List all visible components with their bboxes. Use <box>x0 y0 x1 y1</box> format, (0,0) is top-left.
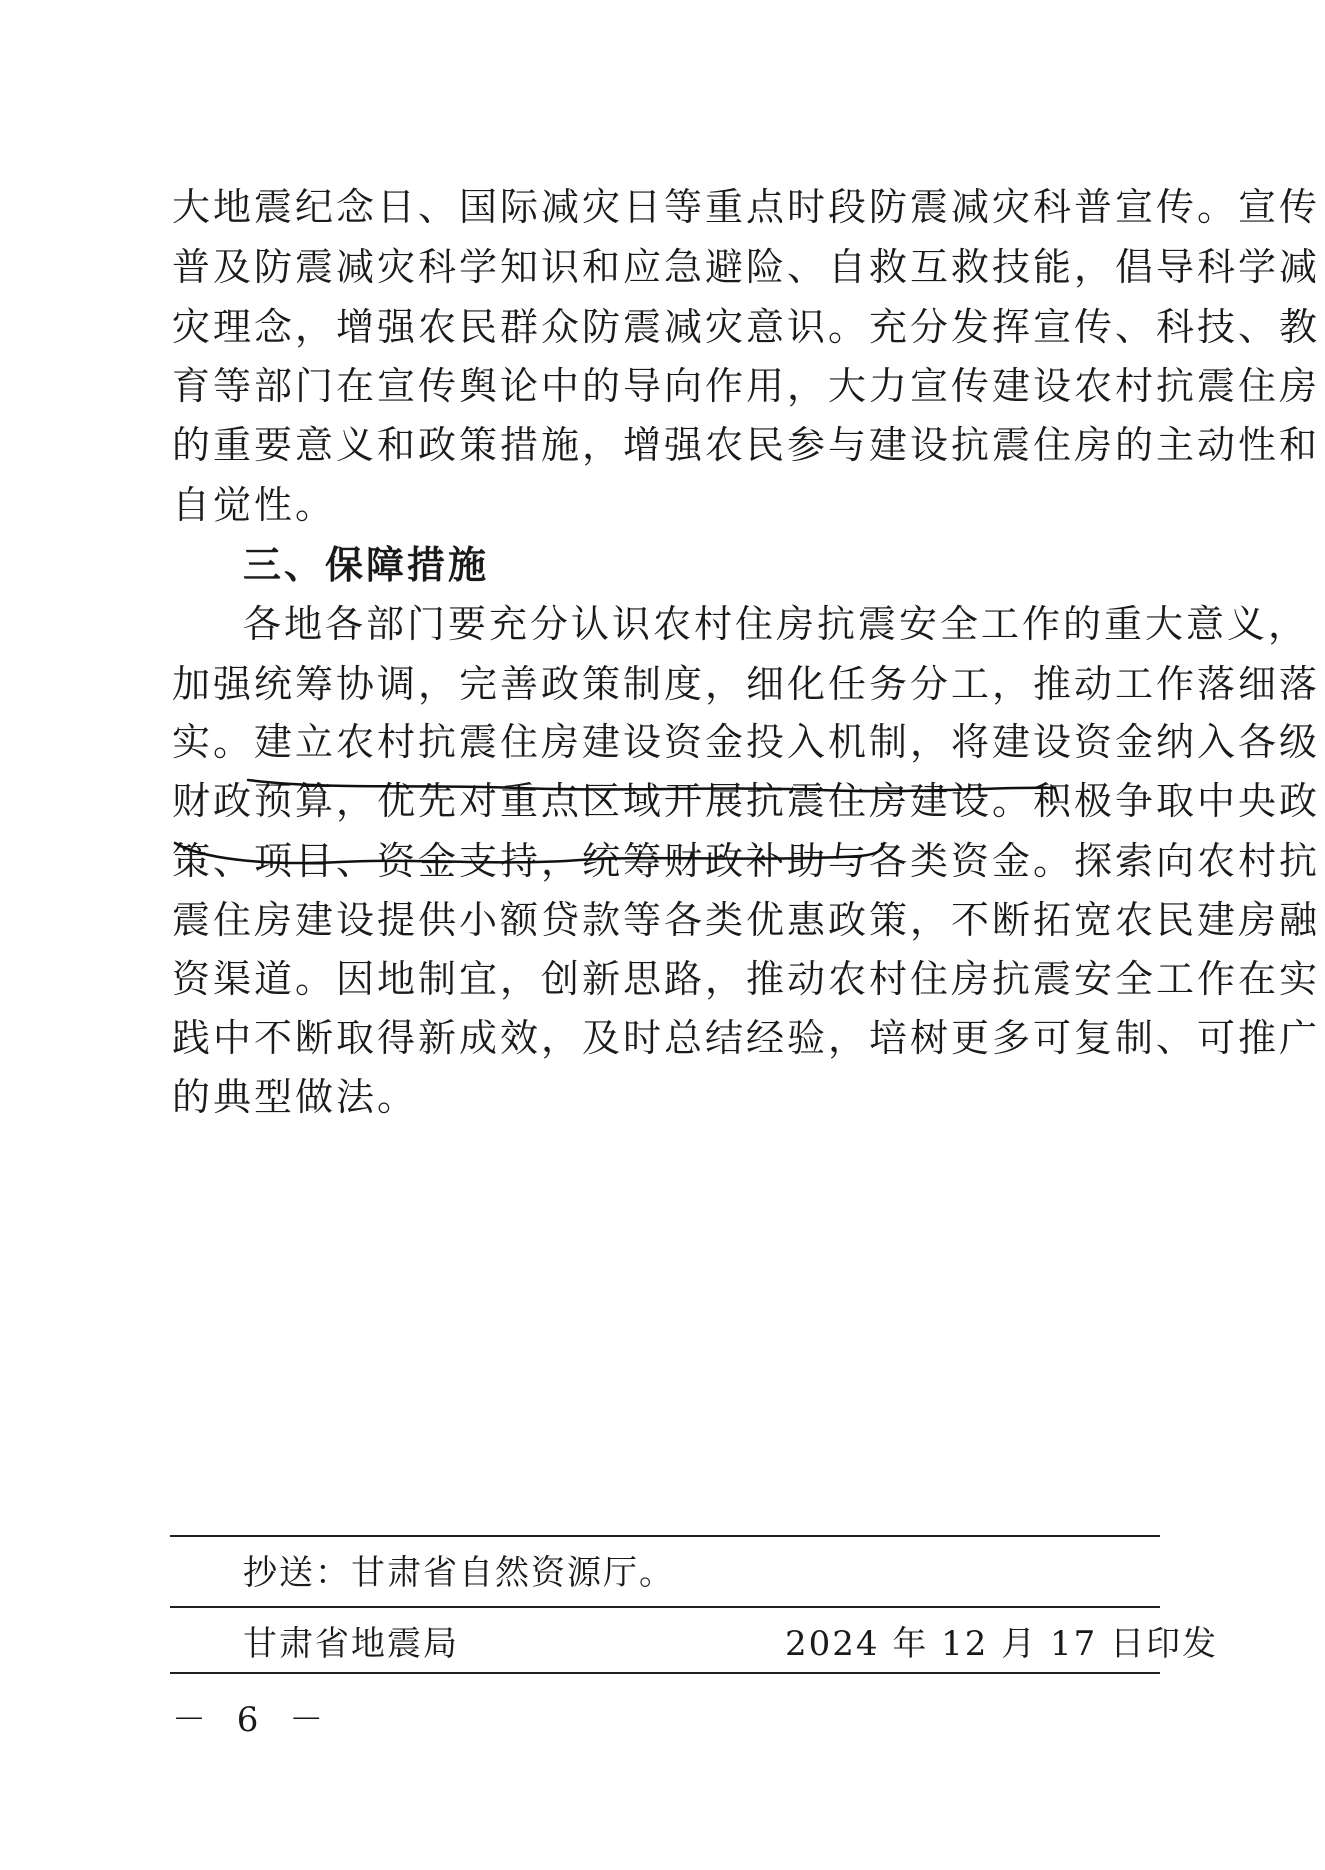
body-line: 育等部门在宣传舆论中的导向作用，大力宣传建设农村抗震住房 <box>172 364 1321 408</box>
issuer: 甘肃省地震局 <box>243 1624 459 1664</box>
body-line: 资渠道。因地制宜，创新思路，推动农村住房抗震安全工作在实 <box>172 957 1321 1001</box>
body-line: 财政预算，优先对重点区域开展抗震住房建设。积极争取中央政 <box>172 779 1321 823</box>
body-line: 各地各部门要充分认识农村住房抗震安全工作的重大意义， <box>243 602 1310 646</box>
body-line: 的重要意义和政策措施，增强农民参与建设抗震住房的主动性和 <box>172 423 1321 467</box>
body-line: 践中不断取得新成效，及时总结经验，培树更多可复制、可推广 <box>172 1016 1321 1060</box>
body-line: 的典型做法。 <box>172 1075 419 1119</box>
body-line: 实。建立农村抗震住房建设资金投入机制，将建设资金纳入各级 <box>172 720 1321 764</box>
issue-date: 2024 年 12 月 17 日印发 <box>785 1624 1219 1664</box>
section-heading: 三、保障措施 <box>243 543 490 587</box>
body-line: 自觉性。 <box>172 483 337 527</box>
body-line: 策、项目、资金支持，统筹财政补助与各类资金。探索向农村抗 <box>172 839 1321 883</box>
footer-top-rule <box>170 1535 1160 1537</box>
body-line: 灾理念，增强农民群众防震减灾意识。充分发挥宣传、科技、教 <box>172 305 1321 349</box>
footer-bottom-rule <box>170 1672 1160 1674</box>
body-line: 震住房建设提供小额贷款等各类优惠政策，不断拓宽农民建房融 <box>172 898 1321 942</box>
body-line: 普及防震减灾科学知识和应急避险、自救互救技能，倡导科学减 <box>172 245 1321 289</box>
body-line: 加强统筹协调，完善政策制度，细化任务分工，推动工作落细落 <box>172 662 1321 706</box>
cc-line: 抄送：甘肃省自然资源厅。 <box>243 1553 675 1593</box>
body-line: 大地震纪念日、国际减灾日等重点时段防震减灾科普宣传。宣传 <box>172 185 1321 229</box>
page-number: － 6 － <box>172 1700 334 1740</box>
footer-middle-rule <box>170 1606 1160 1608</box>
